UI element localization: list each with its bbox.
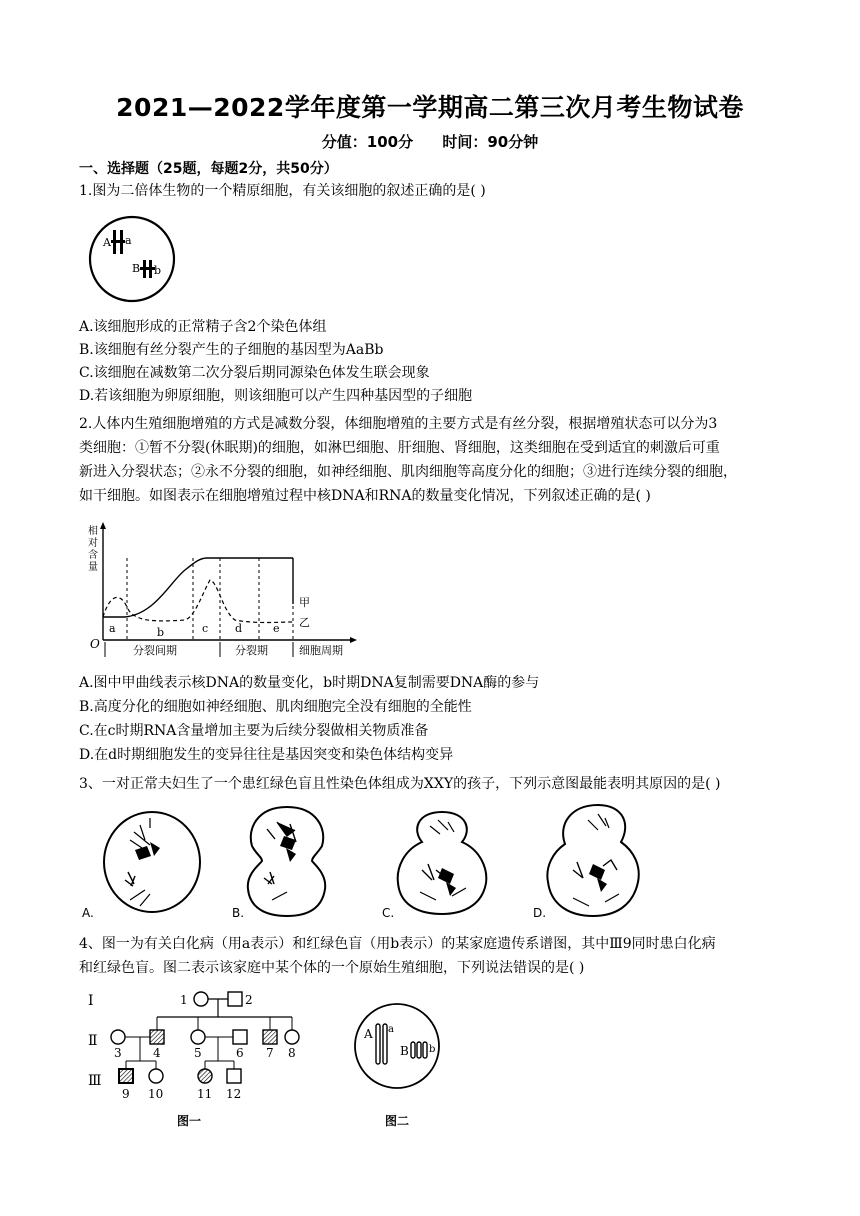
phase-c: c bbox=[202, 622, 209, 635]
gen-label-1: Ⅰ bbox=[88, 993, 94, 1009]
q1-option-a: A.该细胞形成的正常精子含2个染色体组 bbox=[79, 319, 327, 335]
q1-option-d: D.若该细胞为卵原细胞，则该细胞可以产生四种基因型的子细胞 bbox=[79, 388, 473, 404]
time-info: 时间：90分钟 bbox=[442, 133, 539, 151]
q1-label-a: a bbox=[125, 234, 132, 247]
ind-3: 3 bbox=[114, 1046, 122, 1060]
q3-cell-a bbox=[100, 810, 205, 915]
q2-option-b: B.高度分化的细胞如神经细胞、肌肉细胞完全没有细胞的全能性 bbox=[79, 699, 472, 715]
ind-4: 4 bbox=[153, 1046, 161, 1060]
gen-label-2: Ⅱ bbox=[88, 1033, 98, 1049]
ind-7: 7 bbox=[266, 1046, 274, 1060]
q3-stem: 3、一对正常夫妇生了一个患红绿色盲且性染色体组成为XXY的孩子，下列示意图最能表明其原因的是( ) bbox=[79, 776, 721, 792]
fig2-label-A: A bbox=[364, 1027, 373, 1041]
q1-cell-figure bbox=[87, 214, 177, 304]
q1-options bbox=[79, 317, 791, 409]
ind-6: 6 bbox=[236, 1046, 244, 1060]
curve-yi-label: 乙 bbox=[299, 616, 310, 629]
fig2-caption: 图二 bbox=[385, 1114, 410, 1128]
ind-2: 2 bbox=[245, 993, 253, 1007]
exam-subtitle bbox=[0, 131, 860, 152]
gen-label-3: Ⅲ bbox=[88, 1073, 102, 1089]
ind-11: 11 bbox=[197, 1087, 213, 1101]
section-heading: 一、选择题（25题，每题2分，共50分） bbox=[79, 161, 338, 177]
phase-d: d bbox=[235, 622, 243, 635]
fig2-label-a: a bbox=[388, 1024, 394, 1035]
fig2-label-B: B bbox=[400, 1044, 409, 1058]
q4-stem bbox=[79, 932, 791, 980]
q4-stem-line: 和红绿色盲。图二表示该家庭中某个体的一个原始生殖细胞，下列说法错误的是( ) bbox=[79, 960, 585, 976]
y-axis-label-char: 对 bbox=[88, 538, 98, 549]
ind-5: 5 bbox=[194, 1046, 202, 1060]
phase-e: e bbox=[273, 622, 280, 635]
phase-b: b bbox=[157, 626, 165, 639]
score-info: 分值：100分 bbox=[321, 133, 414, 151]
q2-stem bbox=[79, 412, 791, 508]
q2-options bbox=[79, 673, 791, 769]
ind-8: 8 bbox=[288, 1046, 296, 1060]
y-axis-label-char: 量 bbox=[88, 562, 98, 573]
x-axis-label: 细胞周期 bbox=[299, 644, 343, 657]
q1-label-b: b bbox=[154, 264, 162, 277]
ind-10: 10 bbox=[148, 1087, 164, 1101]
exam-title: 2021—2022学年度第一学期高二第三次月考生物试卷 bbox=[116, 93, 744, 122]
curve-jia bbox=[103, 558, 293, 617]
q3-cell-d bbox=[543, 802, 643, 919]
q1-option-b: B.该细胞有丝分裂产生的子细胞的基因型为AaBb bbox=[79, 342, 384, 358]
q3-label-d: D. bbox=[533, 906, 547, 920]
q2-option-d: D.在d时期细胞发生的变异往往是基因突变和染色体结构变异 bbox=[79, 747, 454, 763]
fig1-caption: 图一 bbox=[177, 1114, 202, 1128]
q4-stem-line: 4、图一为有关白化病（用a表示）和红绿色盲（用b表示）的某家庭遗传系谱图，其中Ⅲ9同时患白化病 bbox=[79, 936, 716, 952]
y-axis-label-char: 含 bbox=[88, 550, 98, 561]
q2-stem-line: 2.人体内生殖细胞增殖的方式是减数分裂，体细胞增殖的主要方式是有丝分裂，根据增殖状态可以分为3 bbox=[79, 416, 718, 432]
q3-label-b: B. bbox=[232, 906, 245, 920]
q3-label-c: C. bbox=[382, 906, 395, 920]
q2-option-a: A.图中甲曲线表示核DNA的数量变化，b时期DNA复制需要DNA酶的参与 bbox=[79, 675, 540, 691]
q1-label-A: A bbox=[103, 236, 111, 249]
q2-dna-rna-graph bbox=[85, 522, 365, 662]
q1-label-B: B bbox=[132, 262, 141, 275]
q2-stem-line: 如干细胞。如图表示在细胞增殖过程中核DNA和RNA的数量变化情况，下列叙述正确的是( ) bbox=[79, 488, 651, 504]
ind-1: 1 bbox=[180, 993, 188, 1007]
mitosis-label: 分裂期 bbox=[235, 644, 268, 657]
q2-stem-line: 新进入分裂状态；②永不分裂的细胞，如神经细胞、肌肉细胞等高度分化的细胞；③进行连续分裂的细胞， bbox=[79, 464, 737, 480]
curve-jia-label: 甲 bbox=[299, 596, 310, 609]
y-axis-label-char: 相 bbox=[88, 526, 98, 537]
q4-pedigree-figure-1 bbox=[80, 985, 310, 1130]
phase-a: a bbox=[109, 622, 116, 635]
q4-cell-figure-2 bbox=[352, 1000, 452, 1130]
q3-label-a: A. bbox=[82, 906, 94, 920]
q1-option-c: C.该细胞在减数第二次分裂后期同源染色体发生联会现象 bbox=[79, 365, 430, 381]
ind-9: 9 bbox=[122, 1087, 130, 1101]
fig2-label-b: b bbox=[429, 1044, 436, 1055]
q2-stem-line: 类细胞：①暂不分裂(休眠期)的细胞，如淋巴细胞、肝细胞、肾细胞，这类细胞在受到适宜的刺激后可重 bbox=[79, 440, 720, 456]
q3-cell-b bbox=[242, 804, 332, 919]
q2-option-c: C.在c时期RNA含量增加主要为后续分裂做相关物质准备 bbox=[79, 723, 429, 739]
origin-label: O bbox=[90, 637, 100, 651]
ind-12: 12 bbox=[226, 1087, 242, 1101]
q1-stem: 1.图为二倍体生物的一个精原细胞，有关该细胞的叙述正确的是( ) bbox=[79, 183, 486, 199]
interphase-label: 分裂间期 bbox=[133, 644, 177, 657]
q3-cell-c bbox=[392, 808, 492, 918]
